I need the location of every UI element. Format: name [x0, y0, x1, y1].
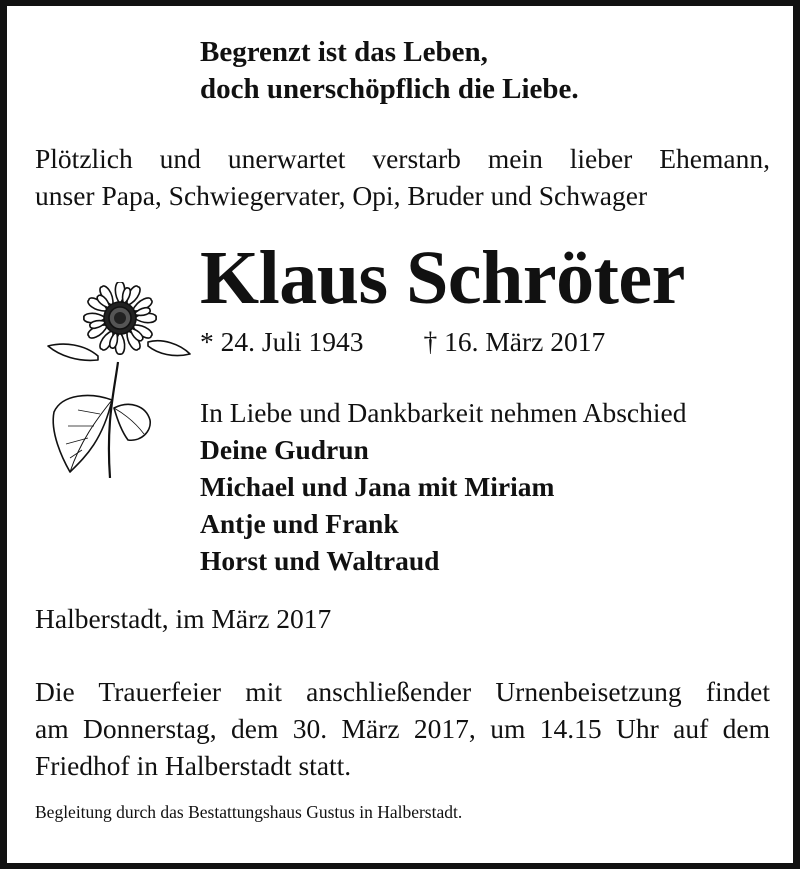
mourner: Horst und Waltraud — [200, 545, 440, 576]
intro-line-1: Plötzlich und unerwartet verstarb mein lieber Ehemann, — [35, 143, 770, 174]
intro-text — [35, 140, 770, 214]
mourner: Michael und Jana mit Miriam — [200, 471, 555, 502]
farewell-intro: In Liebe und Dankbarkeit nehmen Abschied — [200, 397, 687, 428]
mourner: Deine Gudrun — [200, 434, 369, 465]
motto-line-1: Begrenzt ist das Leben, — [200, 36, 488, 68]
sunflower-icon — [40, 282, 192, 478]
motto — [200, 34, 579, 108]
ceremony-line-3: Friedhof in Halberstadt statt. — [35, 750, 352, 781]
ceremony-info — [35, 673, 770, 784]
death-date: † 16. März 2017 — [423, 326, 606, 357]
place-and-date: Halberstadt, im März 2017 — [35, 603, 332, 634]
farewell-block — [200, 394, 686, 579]
intro-line-2: unser Papa, Schwiegervater, Opi, Bruder und Schwager — [35, 180, 648, 211]
birth-date: * 24. Juli 1943 — [200, 326, 364, 357]
deceased-name: Klaus Schröter — [200, 236, 685, 320]
ceremony-line-2: am Donnerstag, dem 30. März 2017, um 14.15 Uhr auf dem — [35, 713, 770, 744]
mourner: Antje und Frank — [200, 508, 399, 539]
ceremony-line-1: Die Trauerfeier mit anschließender Urnenbeisetzung findet — [35, 676, 770, 707]
undertaker-note: Begleitung durch das Bestattungshaus Gustus in Halberstadt. — [35, 802, 463, 822]
life-dates — [200, 325, 605, 359]
motto-line-2: doch unerschöpflich die Liebe. — [200, 73, 579, 105]
